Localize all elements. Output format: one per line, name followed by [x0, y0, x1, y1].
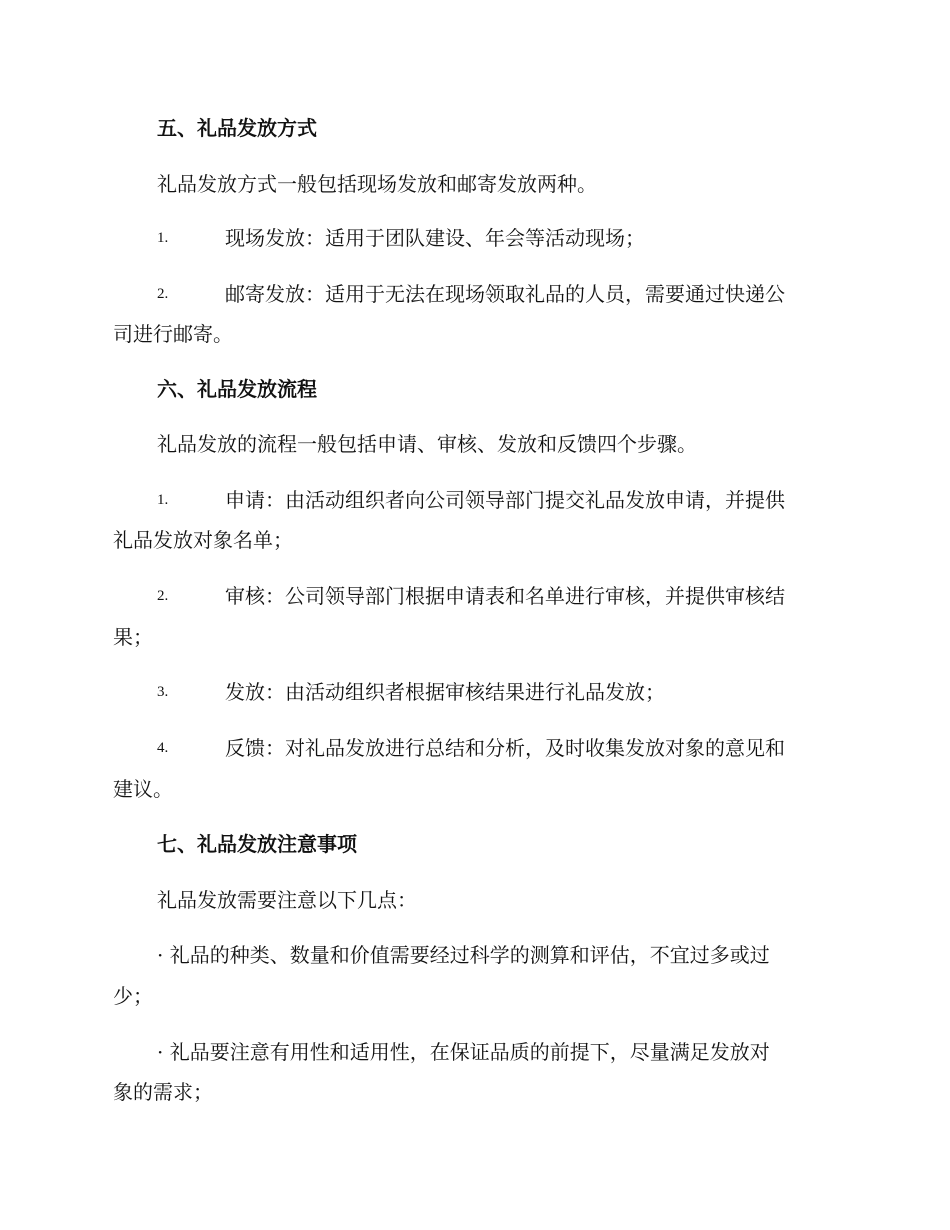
item-number: 3. [157, 684, 169, 700]
bullet-text-continued: 少； [113, 984, 153, 1008]
item-text-continued: 建议。 [113, 777, 173, 801]
item-text: 申请：由活动组织者向公司领导部门提交礼品发放申请，并提供 [225, 488, 785, 512]
bullet-text: · 礼品的种类、数量和价值需要经过科学的测算和评估，不宜过多或过 [157, 943, 770, 967]
item-number: 4. [157, 740, 169, 756]
bullet-text: · 礼品要注意有用性和适用性，在保证品质的前提下，尽量满足发放对 [157, 1040, 770, 1064]
item-text: 邮寄发放：适用于无法在现场领取礼品的人员，需要通过快递公 [225, 282, 785, 306]
section-heading-7: 七、礼品发放注意事项 [157, 832, 357, 856]
item-text-continued: 礼品发放对象名单； [113, 528, 293, 552]
item-text: 发放：由活动组织者根据审核结果进行礼品发放； [225, 680, 665, 704]
section-heading-5: 五、礼品发放方式 [157, 116, 317, 140]
item-text: 审核：公司领导部门根据申请表和名单进行审核，并提供审核结 [225, 584, 785, 608]
item-number: 2. [157, 286, 169, 302]
item-text: 反馈：对礼品发放进行总结和分析，及时收集发放对象的意见和 [225, 736, 785, 760]
item-number: 1. [157, 492, 169, 508]
section-intro-5: 礼品发放方式一般包括现场发放和邮寄发放两种。 [157, 172, 597, 196]
section-intro-7: 礼品发放需要注意以下几点： [157, 888, 417, 912]
item-text-continued: 果； [113, 625, 153, 649]
bullet-text-continued: 象的需求； [113, 1080, 213, 1104]
item-text-continued: 司进行邮寄。 [113, 322, 233, 346]
item-number: 2. [157, 588, 169, 604]
item-text: 现场发放：适用于团队建设、年会等活动现场； [225, 226, 645, 250]
section-heading-6: 六、礼品发放流程 [157, 377, 317, 401]
section-intro-6: 礼品发放的流程一般包括申请、审核、发放和反馈四个步骤。 [157, 432, 697, 456]
item-number: 1. [157, 230, 169, 246]
